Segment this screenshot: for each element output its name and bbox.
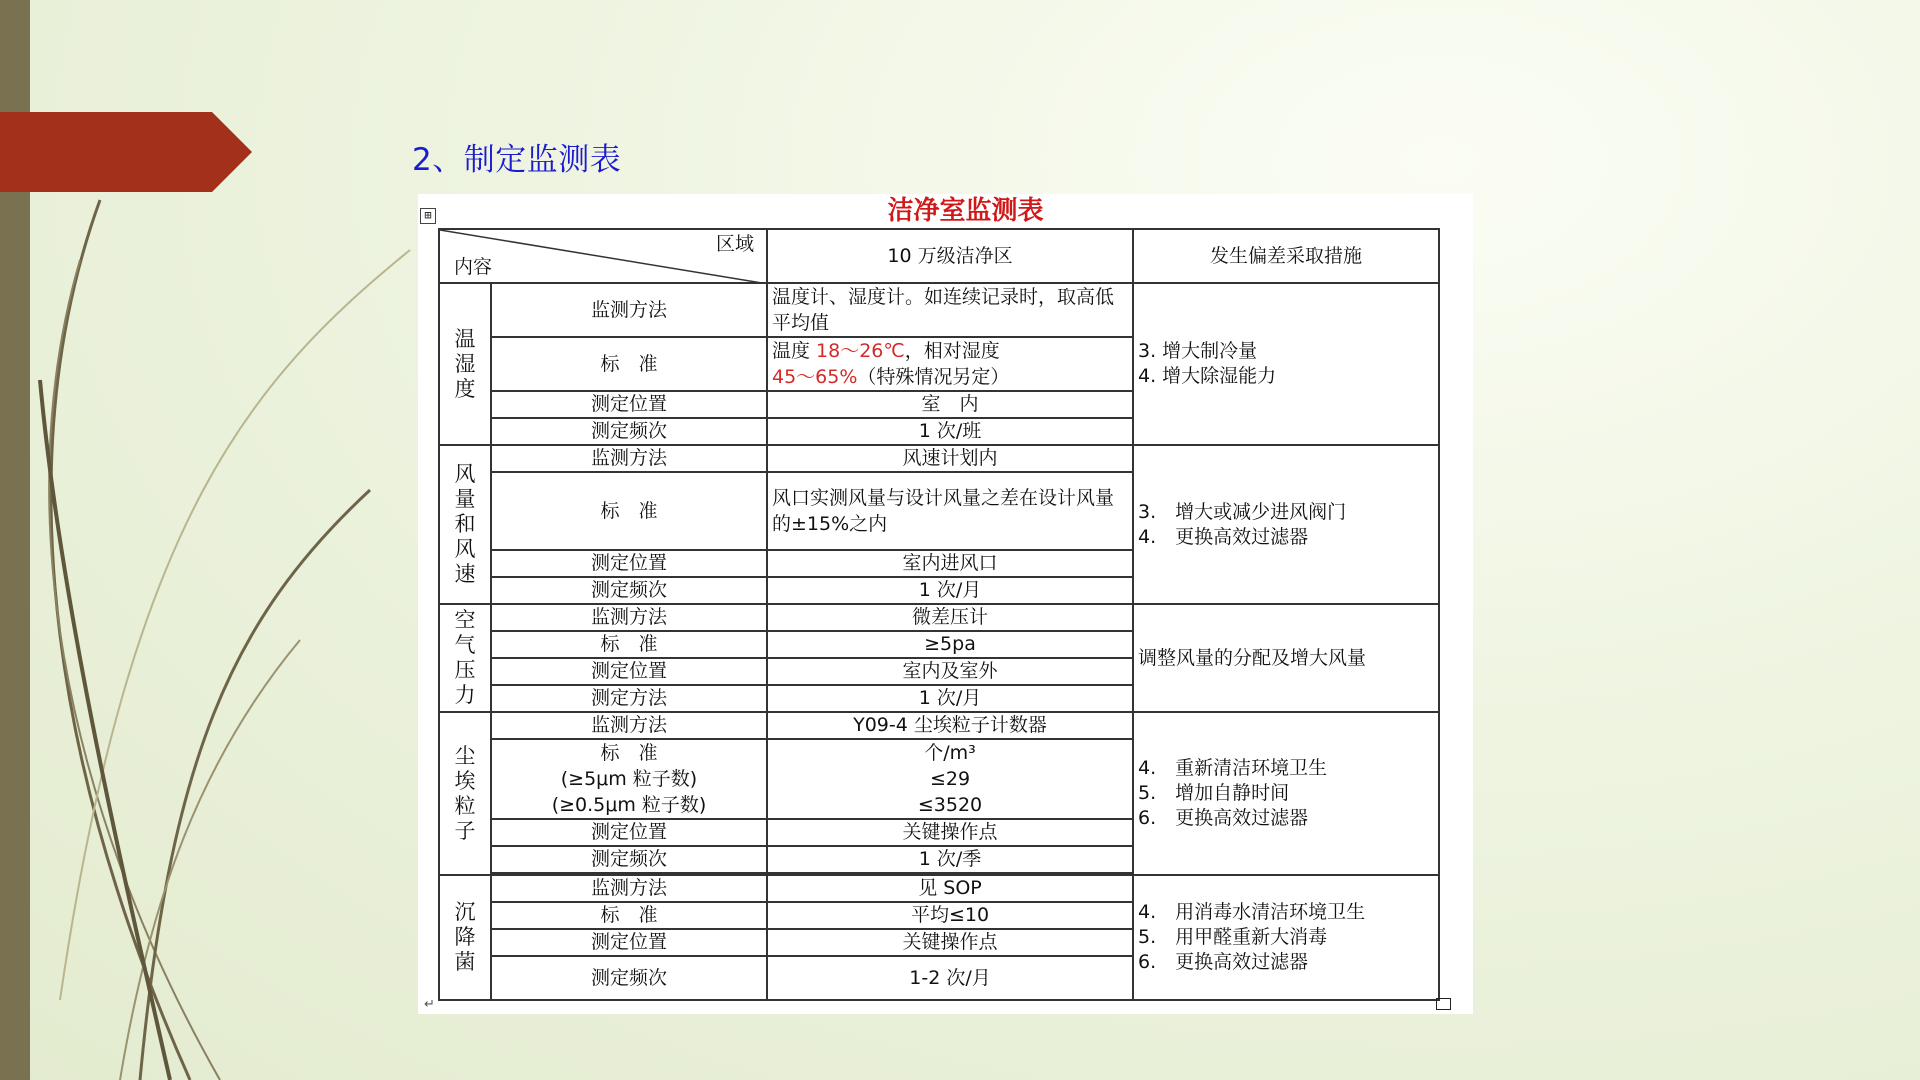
item-value: 关键操作点 [767, 929, 1133, 956]
item-value: 风速计划内 [767, 445, 1133, 472]
action-line: 4. 用消毒水清洁环境卫生 [1138, 901, 1366, 923]
paragraph-mark-icon: ↵ [424, 997, 435, 1012]
item-value: 温度 18～26℃，相对湿度 45～65%（特殊情况另定） [767, 337, 1133, 391]
action-line: 4. 增大除湿能力 [1138, 365, 1277, 387]
action-line: 3. 增大或减少进风阀门 [1138, 500, 1347, 523]
item-value: 室 内 [767, 391, 1133, 418]
table-row [439, 445, 1439, 472]
actions-dust-particles [1133, 712, 1439, 875]
action-line: 调整风量的分配及增大风量 [1138, 646, 1367, 669]
item-label: 监测方法 [491, 283, 767, 337]
item-label: 测定位置 [491, 819, 767, 846]
item-label: 测定位置 [491, 391, 767, 418]
item-value: 1 次/班 [767, 418, 1133, 445]
header-region-label: 区域 [715, 233, 754, 255]
item-label: 测定频次 [491, 956, 767, 1000]
title-arrow-tab [0, 112, 252, 192]
item-value: 室内及室外 [767, 658, 1133, 685]
action-line: 5. 用甲醛重新大消毒 [1138, 926, 1328, 948]
header-diagonal-cell [439, 229, 767, 283]
item-value: 风口实测风量与设计风量之差在设计风量的±15%之内 [767, 472, 1133, 550]
action-line: 6. 更换高效过滤器 [1138, 951, 1309, 973]
table-resize-handle-icon[interactable] [1436, 998, 1451, 1010]
cleanroom-monitoring-table [438, 228, 1440, 1001]
table-heading: 洁净室监测表 [887, 196, 1044, 226]
item-value: 1-2 次/月 [767, 956, 1133, 1000]
table-row [439, 875, 1439, 902]
item-label: 测定位置 [491, 929, 767, 956]
action-line: 4. 更换高效过滤器 [1138, 525, 1309, 548]
slide-title: 2、制定监测表 [412, 142, 622, 178]
item-value: 微差压计 [767, 604, 1133, 631]
item-label: 标 准 [491, 902, 767, 929]
header-class-zone: 10 万级洁净区 [767, 229, 1133, 283]
table-row [439, 712, 1439, 739]
item-label: 测定位置 [491, 658, 767, 685]
actions-airflow [1133, 445, 1439, 604]
item-label: 标 准 [491, 337, 767, 391]
item-label: 监测方法 [491, 712, 767, 739]
actions-temp-humidity [1133, 283, 1439, 445]
embedded-table-image [418, 194, 1473, 1014]
category-air-pressure: 空气压力 [439, 604, 491, 712]
action-line: 6. 更换高效过滤器 [1138, 807, 1309, 829]
table-move-handle-icon[interactable]: ⊞ [420, 208, 436, 224]
category-settling-bacteria: 沉降菌 [439, 875, 491, 1000]
item-label: 监测方法 [491, 875, 767, 902]
item-label: 测定方法 [491, 685, 767, 712]
item-value: 平均≤10 [767, 902, 1133, 929]
item-label: 监测方法 [491, 445, 767, 472]
item-value: 个/m³ ≤29 ≤3520 [767, 739, 1133, 819]
item-value: 温度计、湿度计。如连续记录时，取高低平均值 [767, 283, 1133, 337]
item-value: 关键操作点 [767, 819, 1133, 846]
item-value: ≥5pa [767, 631, 1133, 658]
item-label: 测定频次 [491, 846, 767, 873]
category-temp-humidity: 温湿度 [439, 283, 491, 445]
item-label: 标 准 [491, 472, 767, 550]
item-value: 1 次/季 [767, 846, 1133, 873]
actions-air-pressure [1133, 604, 1439, 712]
actions-settling-bacteria [1133, 875, 1439, 1000]
item-label: 监测方法 [491, 604, 767, 631]
table-row [439, 604, 1439, 631]
table-row [439, 283, 1439, 337]
category-dust-particles: 尘埃粒子 [439, 712, 491, 875]
category-airflow: 风量和风速 [439, 445, 491, 604]
header-deviation: 发生偏差采取措施 [1133, 229, 1439, 283]
item-label: 标 准 (≥5μm 粒子数) (≥0.5μm 粒子数) [491, 739, 767, 819]
action-line: 5. 增加自静时间 [1138, 782, 1290, 804]
action-line: 4. 重新清洁环境卫生 [1138, 757, 1328, 779]
item-value: Y09-4 尘埃粒子计数器 [767, 712, 1133, 739]
item-value: 室内进风口 [767, 550, 1133, 577]
action-line: 3. 增大制冷量 [1138, 340, 1258, 362]
item-value: 1 次/月 [767, 577, 1133, 604]
item-label: 测定频次 [491, 577, 767, 604]
item-value: 见 SOP [767, 875, 1133, 902]
item-value: 1 次/月 [767, 685, 1133, 712]
item-label: 标 准 [491, 631, 767, 658]
item-label: 测定频次 [491, 418, 767, 445]
header-content-label: 内容 [454, 256, 493, 278]
item-label: 测定位置 [491, 550, 767, 577]
